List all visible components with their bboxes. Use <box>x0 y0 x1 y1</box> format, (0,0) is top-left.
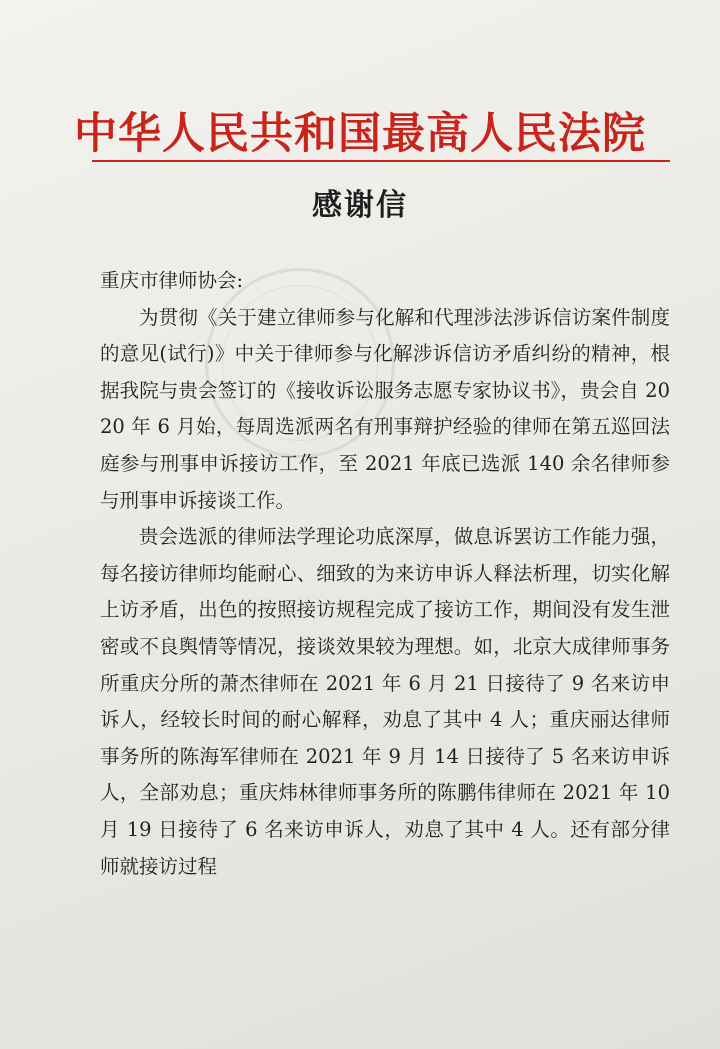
document-title: 感谢信 <box>312 188 408 223</box>
paragraph-2: 贵会选派的律师法学理论功底深厚，做息诉罢访工作能力强，每名接访律师均能耐心、细致的为来访申诉人释法析理，切实化解上访矛盾，出色的按照接访规程完成了接访工作，期间没有发生泄密或不良舆情等情况，接谈效果较为理想。如，北京大成律师事务所重庆分所的萧杰律师在 2021 年 6 月 21 日接待了 9 名来访申诉人，经较长时间的耐心解释，劝息了其中 4 人；重庆丽达律师事务所的陈海军律师在 2021 年 9 月 14 日接待了 5 名来访申诉人，全部劝息；重庆炜林律师事务所的陈鹏伟律师在 2021 年 10 月 19 日接待了 6 名来访申诉人，劝息了其中 4 人。还有部分律师就接访过程 <box>100 525 670 878</box>
letterhead-divider <box>92 160 670 162</box>
paragraph-1: 为贯彻《关于建立律师参与化解和代理涉法涉诉信访案件制度的意见(试行)》中关于律师参与化解涉诉信访矛盾纠纷的精神，根据我院与贵会签订的《接收诉讼服务志愿专家协议书》，贵会自 2020 年 6 月始，每周选派两名有刑事辩护经验的律师在第五巡回法庭参与刑事申诉接访工作，至 2021 年底已选派 140 余名律师参与刑事申诉接谈工作。 <box>100 305 670 512</box>
letter-body <box>100 263 670 885</box>
letterhead-organization: 中华人民共和国最高人民法院 <box>74 109 646 159</box>
salutation: 重庆市律师协会: <box>100 269 244 292</box>
